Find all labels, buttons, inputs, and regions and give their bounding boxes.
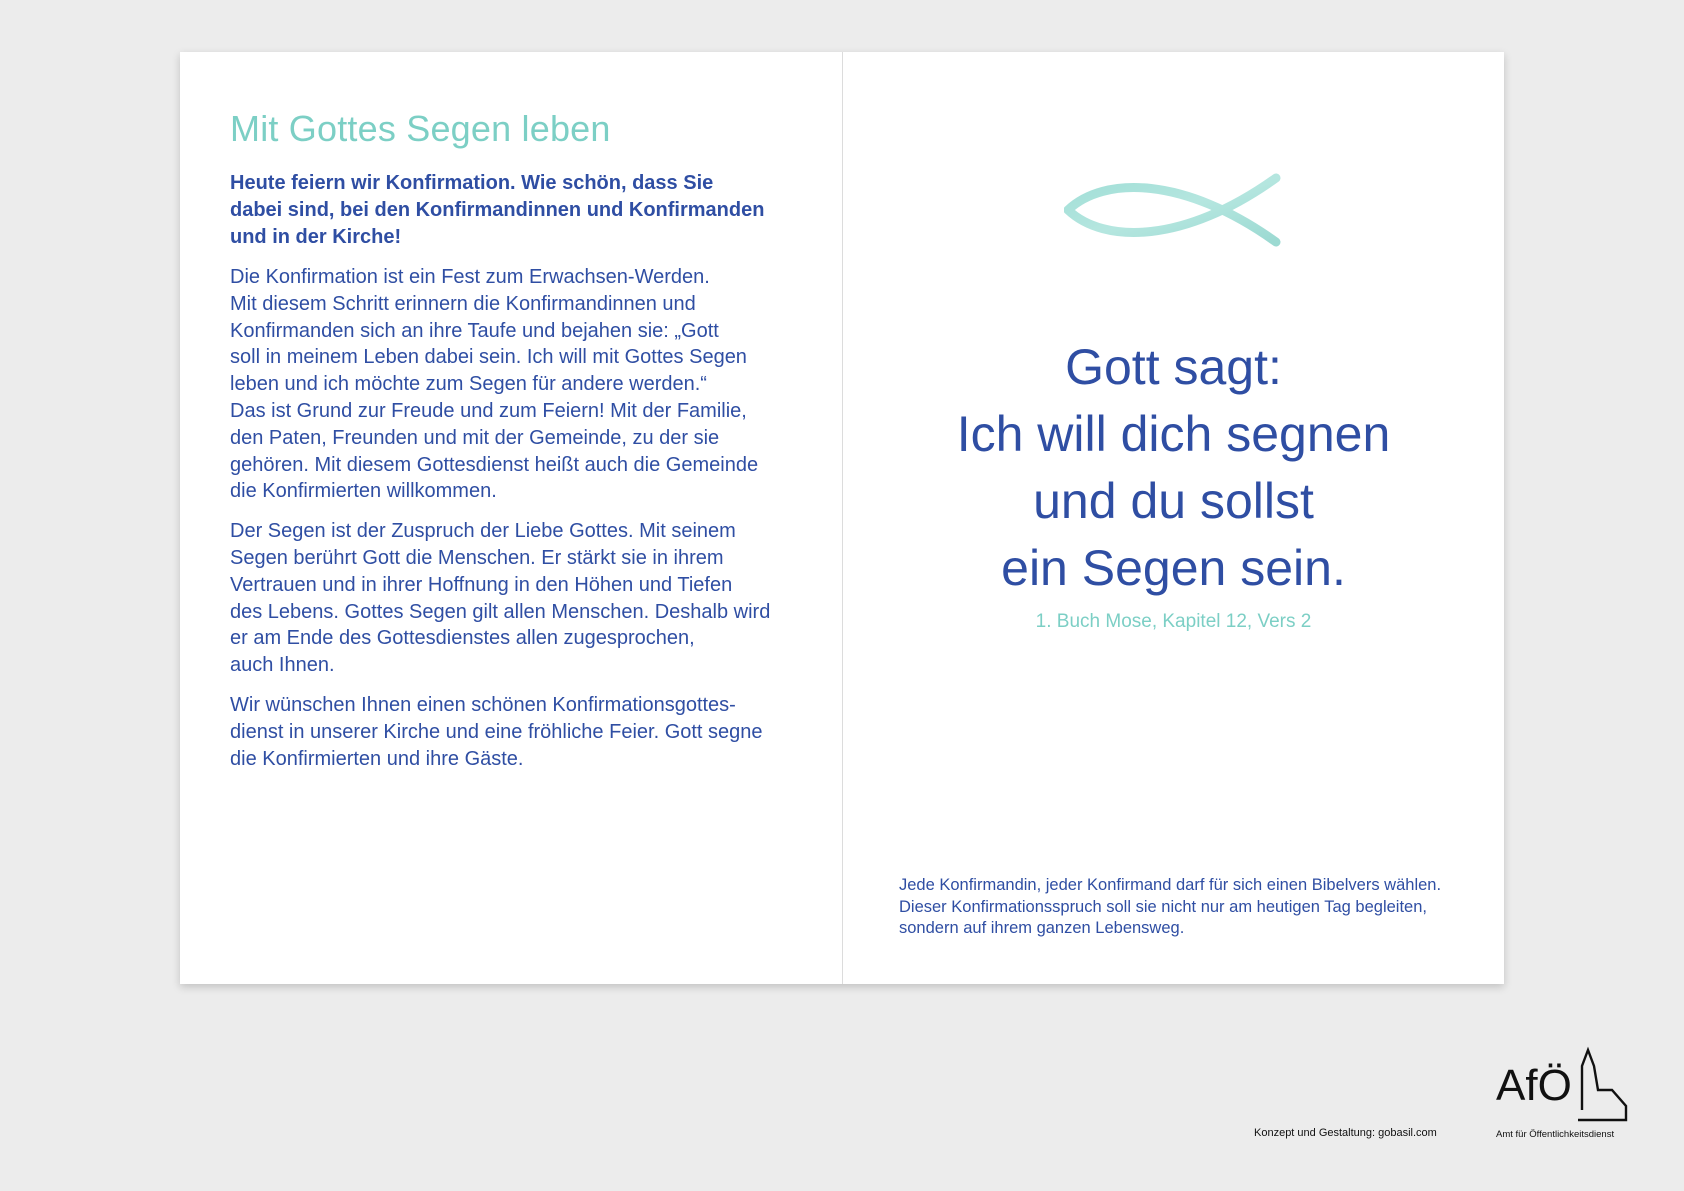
logo-subtitle: Amt für Öffentlichkeitsdienst <box>1496 1129 1615 1140</box>
quote-line: und du sollst <box>1033 473 1314 529</box>
body-paragraph: Der Segen ist der Zuspruch der Liebe Gottes. Mit seinem Segen berührt Gott die Menschen. Er stärkt sie in ihrem Vertrauen und in ihrer Hoffnung in den Höhen und Tiefen des Lebens. Gottes Segen gilt allen Menschen. Deshalb wird er am Ende des Gottesdienstes allen zugesprochen, auch Ihnen. <box>230 520 771 677</box>
right-page <box>843 52 1504 984</box>
bible-quote <box>843 334 1504 602</box>
left-page <box>230 108 810 785</box>
svg-text:AfÖ: AfÖ <box>1496 1061 1572 1110</box>
quote-line: Gott sagt: <box>1065 339 1282 395</box>
design-credit: Konzept und Gestaltung: gobasil.com <box>1254 1127 1437 1139</box>
body-paragraph: Die Konfirmation ist ein Fest zum Erwachsen-Werden. Mit diesem Schritt erinnern die Konfirmandinnen und Konfirmanden sich an ihre Taufe und bejahen sie: „Gott soll in meinem Leben dabei sein. Ich will mit Gottes Segen leben und ich möchte zum Segen für andere werden.“ Das ist Grund zur Freude und zum Feiern! Mit der Familie, den Paten, Freunden und mit der Gemeinde, zu der sie gehören. Mit diesem Gottesdienst heißt auch die Gemeinde die Konfirmierten willkommen. <box>230 266 759 503</box>
intro-paragraph: Heute feiern wir Konfirmation. Wie schön, dass Sie dabei sind, bei den Konfirmandinnen und Konfirmanden und in der Kirche! <box>230 172 765 248</box>
footnote-text: Jede Konfirmandin, jeder Konfirmand darf für sich einen Bibelvers wählen. Dieser Konfirmationsspruch soll sie nicht nur am heutigen Tag begleiten, sondern auf ihrem ganzen Lebensweg. <box>899 876 1442 937</box>
ichthys-fish-icon <box>1064 170 1286 250</box>
quote-line: Ich will dich segnen <box>956 406 1391 462</box>
body-paragraph: Wir wünschen Ihnen einen schönen Konfirmationsgottes- dienst in unserer Kirche und eine fröhliche Feier. Gott segne die Konfirmierten und ihre Gäste. <box>230 693 763 770</box>
quote-source: 1. Buch Mose, Kapitel 12, Vers 2 <box>1035 611 1312 632</box>
page-title: Mit Gottes Segen leben <box>230 108 611 149</box>
afoe-logo <box>1494 1044 1634 1122</box>
brochure-spread <box>180 52 1504 984</box>
quote-line: ein Segen sein. <box>1001 540 1346 596</box>
